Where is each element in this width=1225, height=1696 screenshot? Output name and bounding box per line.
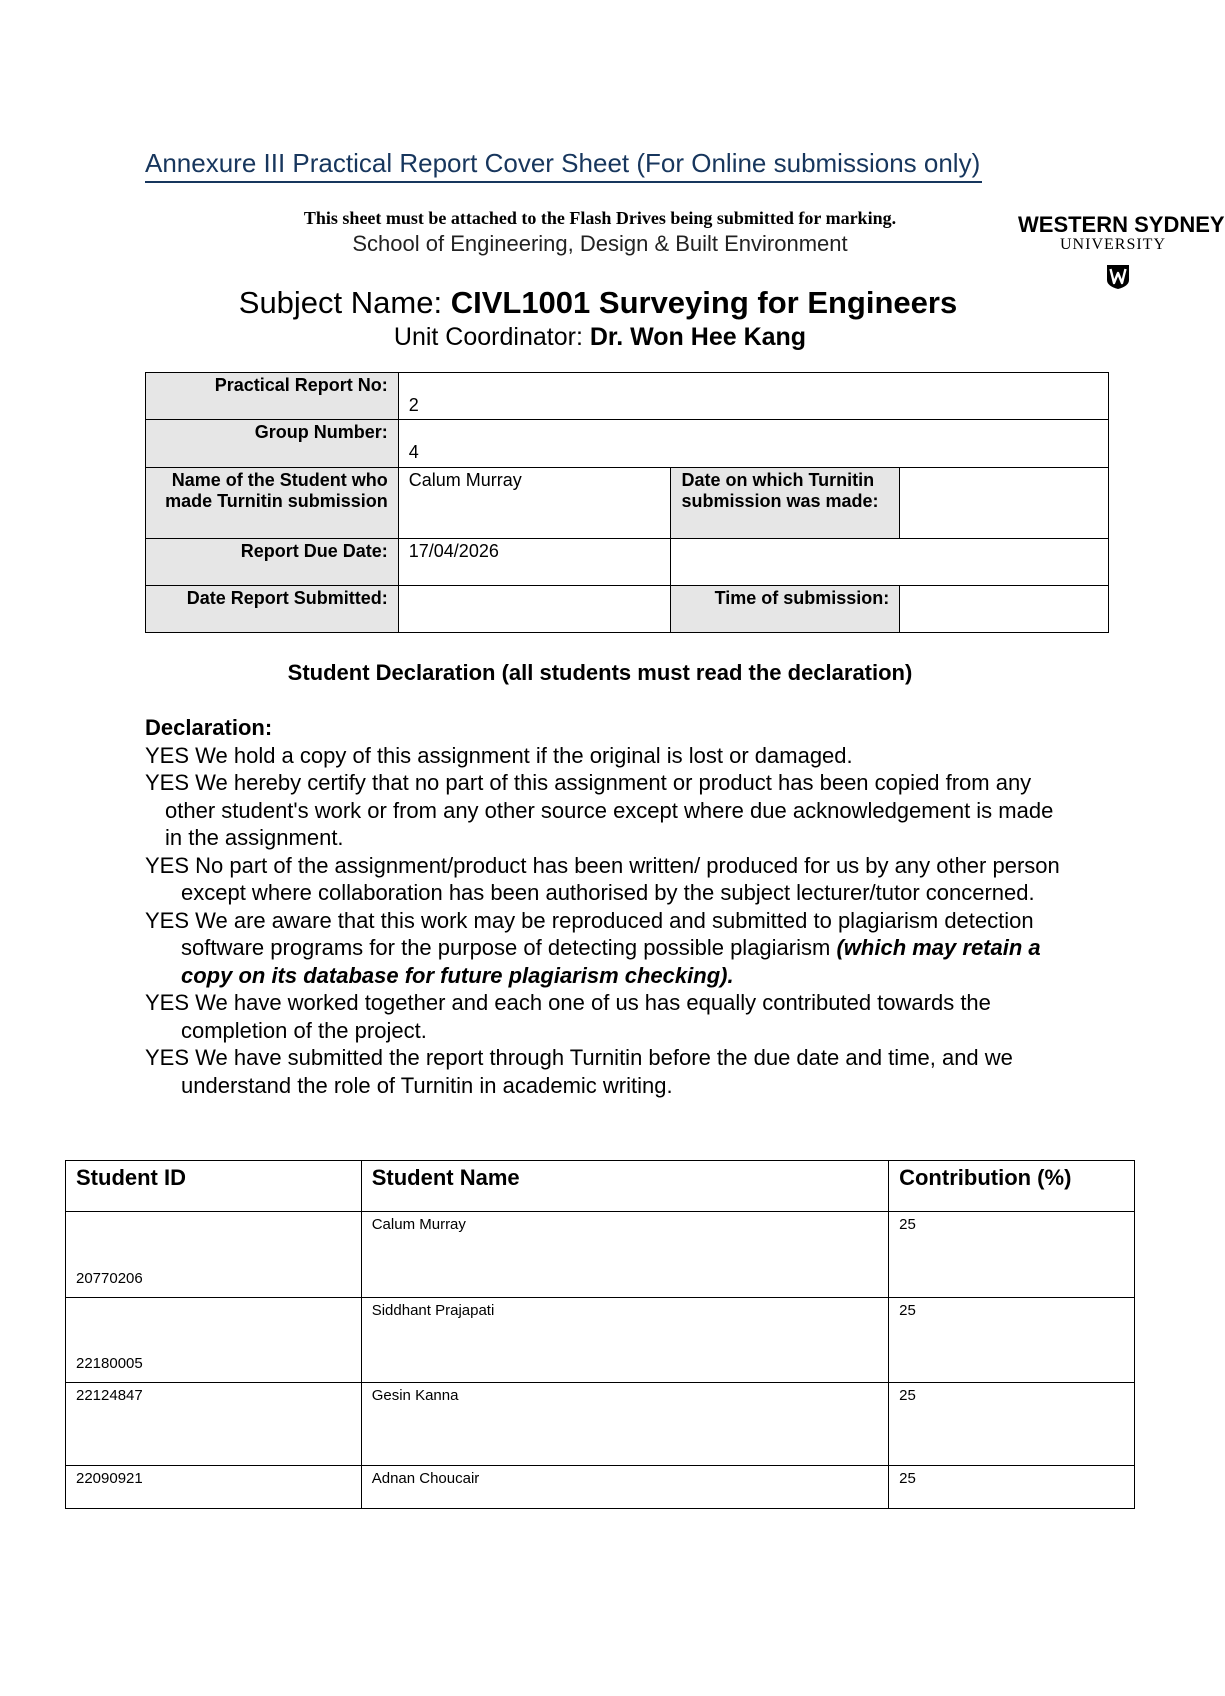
document-title: Annexure III Practical Report Cover Sheet (For Online submissions only) <box>145 148 982 183</box>
student-name-cell: Gesin Kanna <box>361 1383 888 1466</box>
submission-notice: This sheet must be attached to the Flash Drives being submitted for marking. <box>303 208 897 228</box>
declaration-item-4 <box>145 907 1065 990</box>
coordinator-value: Dr. Won Hee Kang <box>589 323 807 351</box>
student-label: Name of the Student who made Turnitin submission <box>146 468 399 539</box>
submitted-label: Date Report Submitted: <box>146 586 399 633</box>
turnitin-date-value <box>900 468 1109 539</box>
report-no-row <box>146 373 1109 420</box>
members-header-row <box>66 1161 1135 1212</box>
declaration-heading: Student Declaration (all students must read the declaration) <box>287 660 913 685</box>
submitted-value <box>398 586 671 633</box>
school-name: School of Engineering, Design & Built Environment <box>352 231 848 256</box>
declaration-item-4-emphasis: (which may retain a copy on its database for future plagiarism checking). <box>181 935 1041 988</box>
subject-label: Subject Name: <box>238 285 451 320</box>
due-label: Report Due Date: <box>146 539 399 586</box>
student-id-cell: 22090921 <box>66 1466 362 1509</box>
time-label: Time of submission: <box>671 586 900 633</box>
table-row <box>66 1383 1135 1466</box>
contribution-cell: 25 <box>889 1212 1135 1298</box>
declaration-item-5: YES We have worked together and each one of us has equally contributed towards the completion of the project. <box>145 990 991 1043</box>
subject-line <box>0 285 1196 321</box>
declaration-label: Declaration: <box>145 715 273 740</box>
time-value <box>900 586 1109 633</box>
group-label: Group Number: <box>146 420 399 468</box>
student-name-header: Student Name <box>361 1161 888 1212</box>
student-id-cell: 22180005 <box>66 1298 362 1383</box>
table-row <box>66 1466 1135 1509</box>
report-no-value: 2 <box>398 373 1108 420</box>
declaration-body <box>145 714 1065 1099</box>
student-name-cell: Adnan Choucair <box>361 1466 888 1509</box>
logo-line-2: UNIVERSITY <box>1060 236 1166 253</box>
turnitin-date-label: Date on which Turnitin submission was made: <box>671 468 900 539</box>
declaration-item-6: YES We have submitted the report through Turnitin before the due date and time, and we understand the role of Turnitin in academic writing. <box>145 1045 1013 1098</box>
contribution-cell: 25 <box>889 1298 1135 1383</box>
report-no-label: Practical Report No: <box>146 373 399 420</box>
group-value: 4 <box>398 420 1108 468</box>
group-row <box>146 420 1109 468</box>
table-row <box>66 1298 1135 1383</box>
report-info-table <box>145 372 1109 633</box>
contribution-cell: 25 <box>889 1383 1135 1466</box>
student-name-cell: Calum Murray <box>361 1212 888 1298</box>
declaration-item-4-text: YES We are aware that this work may be reproduced and submitted to plagiarism detection software programs for the purpose of detecting possible plagiarism <box>145 907 1034 960</box>
contribution-cell: 25 <box>889 1466 1135 1509</box>
due-value: 17/04/2026 <box>398 539 671 586</box>
coordinator-line <box>0 323 1200 352</box>
due-row <box>146 539 1109 586</box>
coordinator-label: Unit Coordinator: <box>393 323 590 351</box>
student-row <box>146 468 1109 539</box>
declaration-item-2: YES We hereby certify that no part of this assignment or product has been copied from any other student's work or from any other source except where due acknowledgement is made in the assignment. <box>145 770 1054 850</box>
student-value: Calum Murray <box>398 468 671 539</box>
student-name-cell: Siddhant Prajapati <box>361 1298 888 1383</box>
subject-value: CIVL1001 Surveying for Engineers <box>450 285 958 320</box>
declaration-item-3: YES No part of the assignment/product has been written/ produced for us by any other person except where collaboration has been authorised by the subject lecturer/tutor concerned. <box>145 852 1060 905</box>
student-id-cell: 20770206 <box>66 1212 362 1298</box>
student-id-cell: 22124847 <box>66 1383 362 1466</box>
declaration-item-1: YES We hold a copy of this assignment if the original is lost or damaged. <box>145 742 853 768</box>
contribution-header: Contribution (%) <box>889 1161 1135 1212</box>
logo-line-1: WESTERN SYDNEY <box>1018 212 1225 237</box>
group-members-table <box>65 1160 1135 1509</box>
submitted-row <box>146 586 1109 633</box>
due-empty-cell <box>671 539 1109 586</box>
table-row <box>66 1212 1135 1298</box>
student-id-header: Student ID <box>66 1161 362 1212</box>
